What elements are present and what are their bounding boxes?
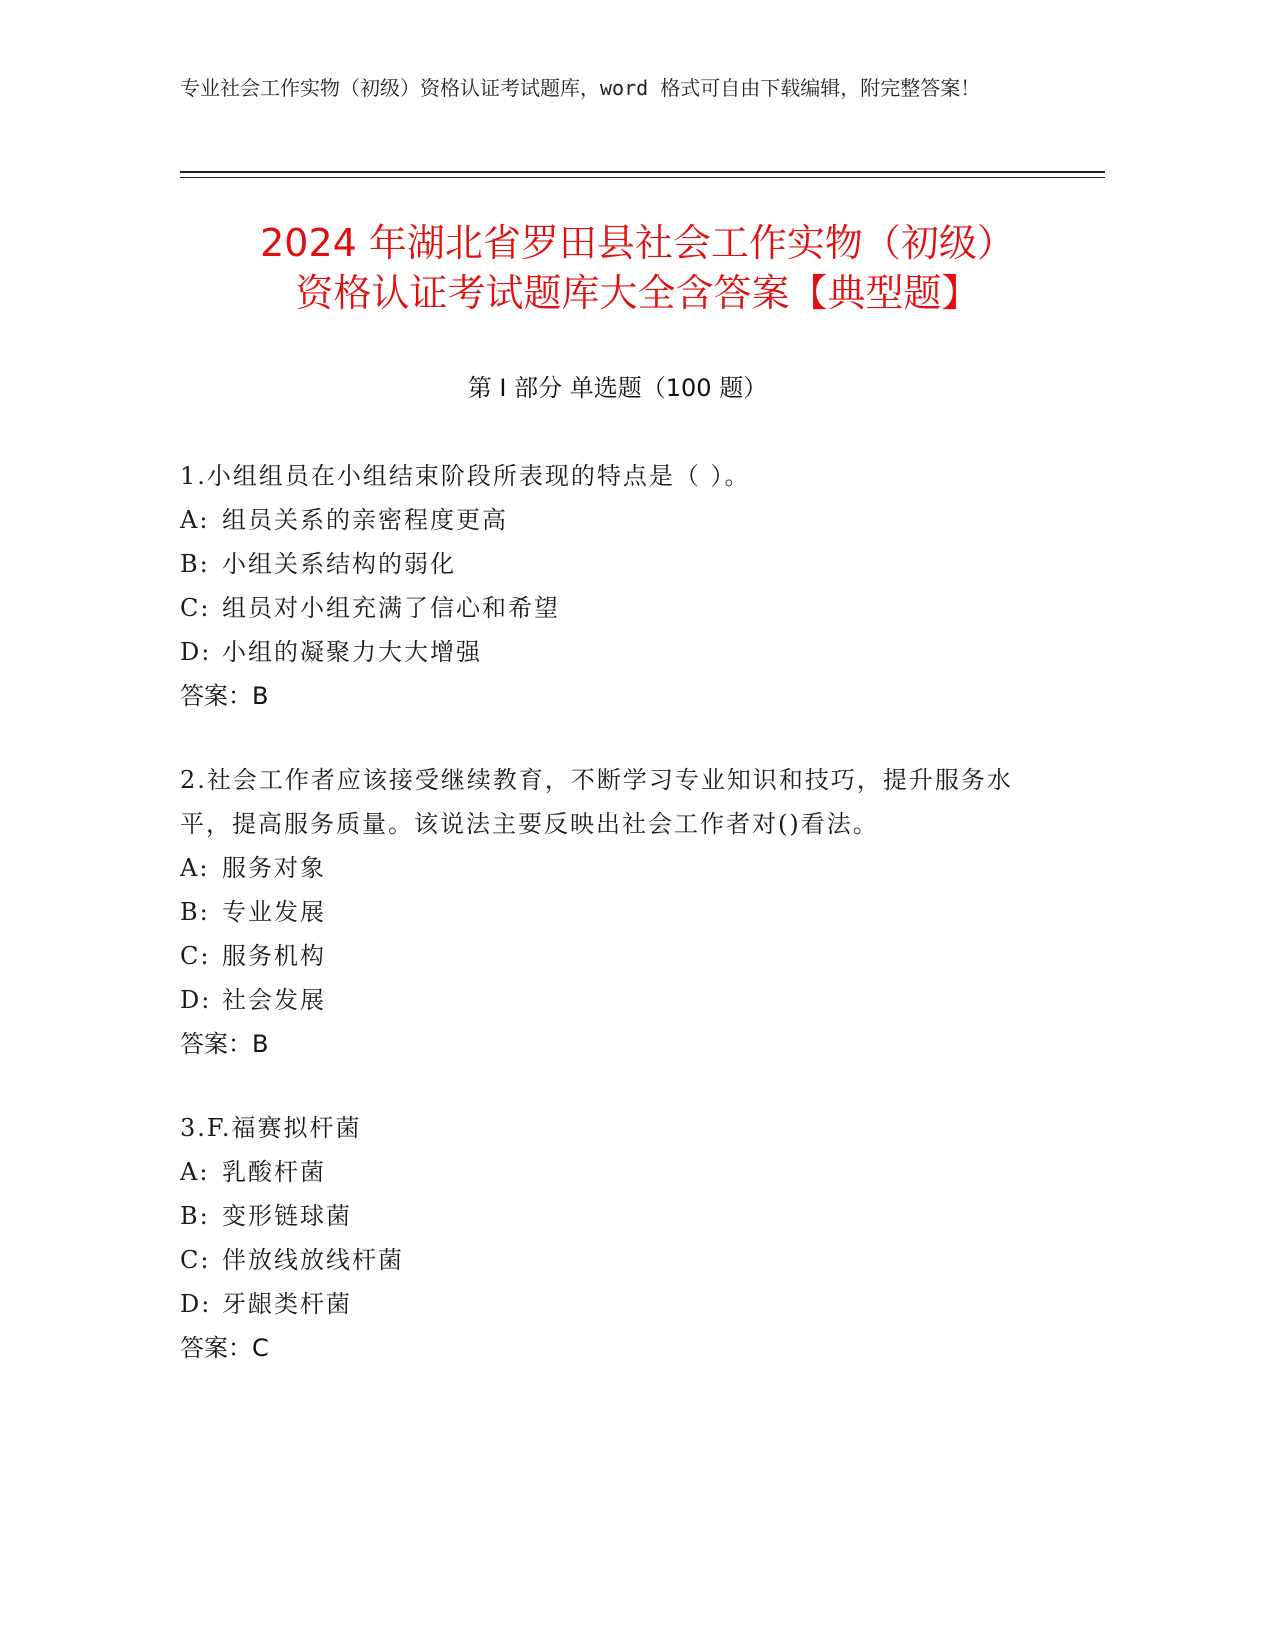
answer-label: 答案：C (180, 1334, 269, 1362)
option-text: 牙龈类杆菌 (222, 1290, 352, 1318)
option-a (180, 1150, 1050, 1194)
question-3 (180, 1106, 1050, 1370)
question-stem: 2.社会工作者应该接受继续教育，不断学习专业知识和技巧，提升服务水平，提高服务质量。该说法主要反映出社会工作者对()看法。 (180, 766, 1013, 838)
option-text: 服务机构 (222, 942, 326, 970)
section-heading: 第 I 部分 单选题（100 题） (467, 374, 768, 402)
option-key: A: (180, 854, 210, 882)
question-2 (180, 758, 1050, 1066)
option-key: B: (180, 1202, 210, 1230)
option-text: 小组关系结构的弱化 (222, 550, 456, 578)
answer-label: 答案：B (180, 1030, 269, 1058)
option-key: D: (180, 986, 212, 1014)
document-title (150, 218, 1125, 318)
question-stem: 3.F.福赛拟杆菌 (180, 1114, 362, 1142)
option-key: C: (180, 1246, 211, 1274)
option-text: 小组的凝聚力大大增强 (222, 638, 482, 666)
document-title-line-2: 资格认证考试题库大全含答案【典型题】 (295, 271, 980, 315)
option-d (180, 978, 1050, 1022)
option-text: 专业发展 (222, 898, 326, 926)
option-key: A: (180, 1158, 210, 1186)
option-key: C: (180, 594, 211, 622)
option-text: 乳酸杆菌 (222, 1158, 326, 1186)
option-b (180, 1194, 1050, 1238)
option-text: 伴放线放线杆菌 (222, 1246, 404, 1274)
option-key: A: (180, 506, 210, 534)
question-1 (180, 454, 1050, 718)
page-header-note: 专业社会工作实物（初级）资格认证考试题库，word 格式可自由下载编辑，附完整答案！ (180, 76, 981, 100)
option-a (180, 846, 1050, 890)
option-d (180, 1282, 1050, 1326)
option-key: B: (180, 550, 210, 578)
option-text: 组员对小组充满了信心和希望 (222, 594, 560, 622)
option-key: D: (180, 1290, 212, 1318)
option-b (180, 542, 1050, 586)
option-text: 变形链球菌 (222, 1202, 352, 1230)
option-a (180, 498, 1050, 542)
option-key: B: (180, 898, 210, 926)
header-divider-thin (180, 177, 1105, 178)
option-d (180, 630, 1050, 674)
option-key: D: (180, 638, 212, 666)
question-stem: 1.小组组员在小组结束阶段所表现的特点是（ ）。 (180, 462, 751, 490)
option-text: 组员关系的亲密程度更高 (222, 506, 508, 534)
header-divider-thick (180, 171, 1105, 173)
option-text: 社会发展 (222, 986, 326, 1014)
option-text: 服务对象 (222, 854, 326, 882)
option-key: C: (180, 942, 211, 970)
option-c (180, 1238, 1050, 1282)
answer-label: 答案：B (180, 682, 269, 710)
document-title-line-1: 2024 年湖北省罗田县社会工作实物（初级） (260, 221, 1015, 265)
option-c (180, 586, 1050, 630)
option-c (180, 934, 1050, 978)
option-b (180, 890, 1050, 934)
